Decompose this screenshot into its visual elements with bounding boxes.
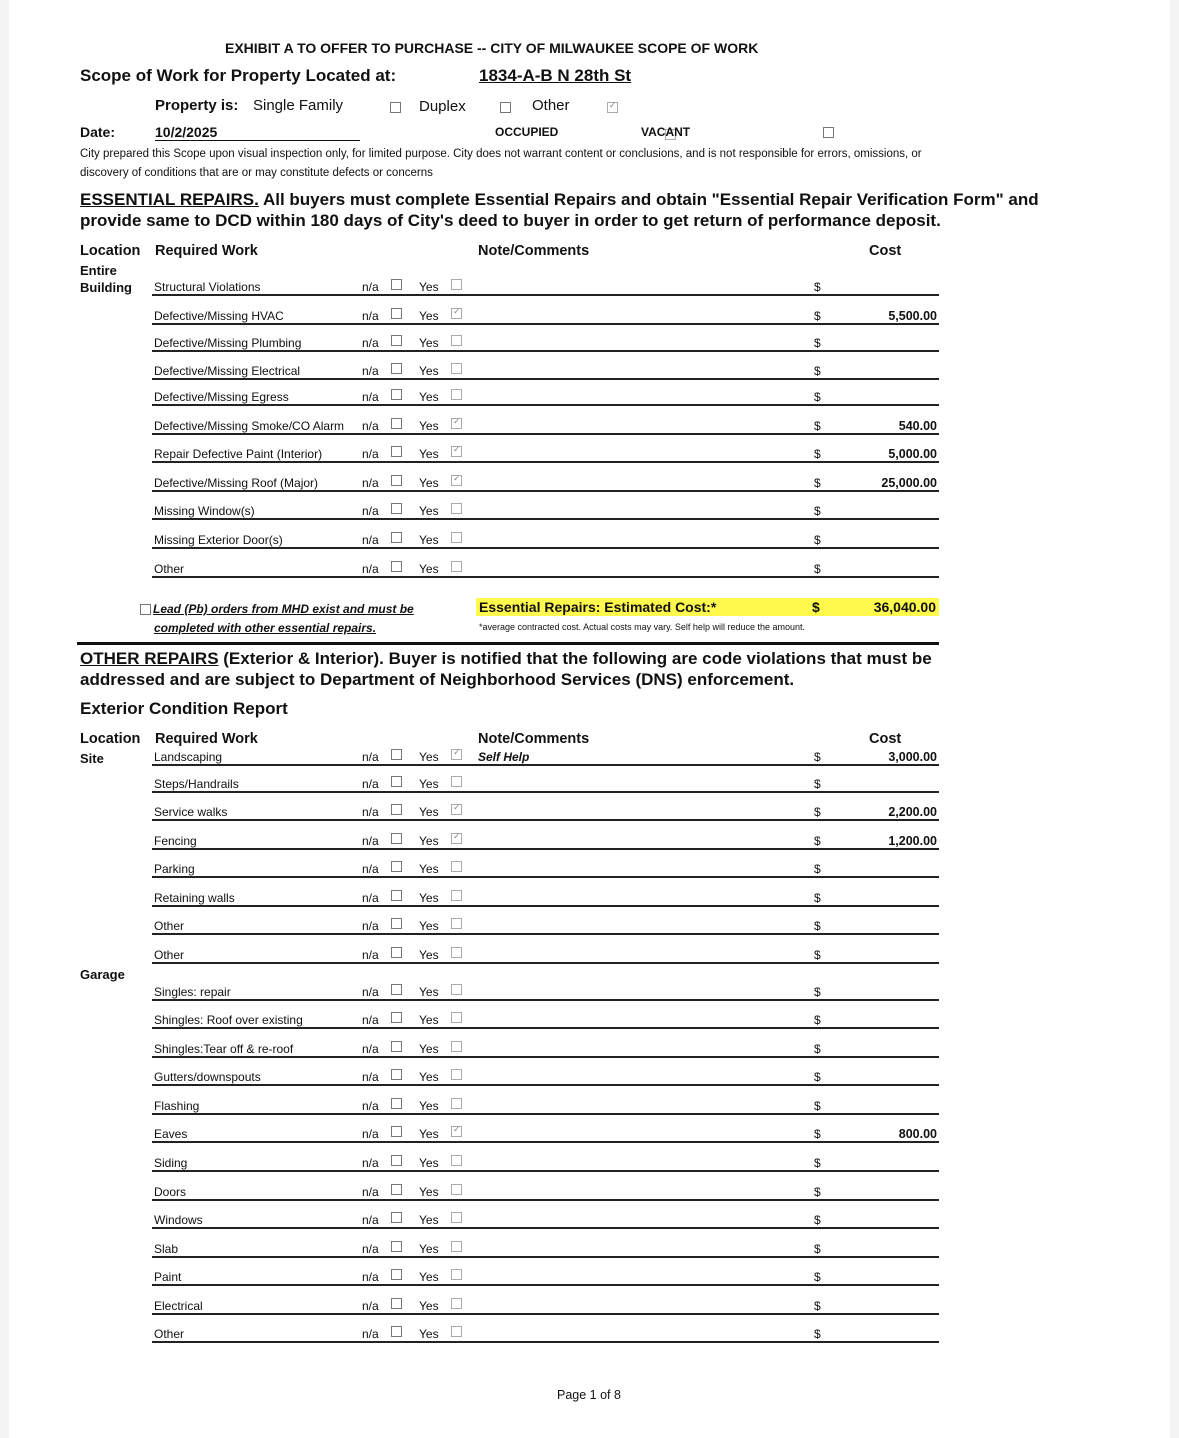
col-cost: Cost	[869, 243, 902, 259]
table-row	[152, 858, 939, 878]
na-label: n/a	[362, 1299, 379, 1313]
na-checkbox[interactable]	[391, 947, 402, 958]
na-label: n/a	[362, 750, 379, 764]
yes-checkbox[interactable]	[451, 363, 462, 374]
yes-checkbox[interactable]	[451, 1298, 462, 1309]
yes-label: Yes	[419, 891, 439, 905]
yes-label: Yes	[419, 364, 439, 378]
vacant-label: VACANT	[641, 125, 691, 139]
disclaimer-text: City prepared this Scope upon visual inspection only, for limited purpose. City does not warrant content or conclusions, and is not responsible for errors, omissions, or discovery of conditions that are or may constitute defects or concerns	[80, 148, 922, 179]
dollar-sign: $	[814, 1042, 821, 1056]
yes-checkbox[interactable]	[451, 503, 462, 514]
yes-label: Yes	[419, 1213, 439, 1227]
dollar-sign: $	[814, 336, 821, 350]
na-label: n/a	[362, 562, 379, 576]
yes-checkbox[interactable]	[451, 446, 462, 457]
yes-checkbox[interactable]	[451, 335, 462, 346]
na-label: n/a	[362, 1013, 379, 1027]
dollar-sign: $	[814, 309, 821, 323]
occupied-label: OCCUPIED	[495, 125, 559, 139]
cost-field[interactable]: 5,500.00	[888, 309, 937, 323]
cost-field[interactable]: 5,000.00	[888, 447, 937, 461]
dollar-sign: $	[814, 1099, 821, 1113]
required-work-label: Doors	[154, 1185, 187, 1199]
yes-checkbox[interactable]	[451, 776, 462, 787]
dollar-sign: $	[814, 919, 821, 933]
na-label: n/a	[362, 447, 379, 461]
na-checkbox[interactable]	[391, 418, 402, 429]
dollar-sign: $	[814, 533, 821, 547]
na-checkbox[interactable]	[391, 984, 402, 995]
yes-label: Yes	[419, 834, 439, 848]
required-work-label: Eaves	[154, 1127, 188, 1141]
required-work-label: Landscaping	[154, 750, 223, 764]
dollar-sign: $	[814, 777, 821, 791]
yes-label: Yes	[419, 1242, 439, 1256]
table-row	[152, 1123, 939, 1143]
dollar-sign: $	[814, 1185, 821, 1199]
na-checkbox[interactable]	[391, 335, 402, 346]
scope-label: Scope of Work for Property Located at:	[80, 66, 397, 85]
date-label: Date:	[80, 124, 116, 140]
required-work-label: Steps/Handrails	[154, 777, 239, 791]
required-work-label: Paint	[154, 1270, 182, 1284]
required-work-label: Siding	[154, 1156, 188, 1170]
other-repairs-instructions: (Exterior & Interior). Buyer is notified that the following are code violations that must be addressed and are subject to Department of Neighborhood Services (DNS) enforcement.	[80, 649, 932, 689]
table-row	[152, 915, 939, 935]
yes-label: Yes	[419, 1099, 439, 1113]
table-row	[152, 500, 939, 520]
yes-checkbox[interactable]	[451, 918, 462, 929]
dollar-sign: $	[814, 447, 821, 461]
yes-checkbox[interactable]	[451, 1269, 462, 1280]
required-work-label: Gutters/downspouts	[154, 1070, 261, 1084]
table-row	[152, 801, 939, 821]
na-label: n/a	[362, 1099, 379, 1113]
na-checkbox[interactable]	[391, 1298, 402, 1309]
yes-checkbox[interactable]	[451, 308, 462, 319]
na-checkbox[interactable]	[391, 446, 402, 457]
required-work-label: Retaining walls	[154, 891, 235, 905]
property-is-label: Property is:	[155, 97, 239, 114]
yes-label: Yes	[419, 476, 439, 490]
property-type-other-checkbox[interactable]	[607, 102, 618, 113]
yes-checkbox[interactable]	[451, 1126, 462, 1137]
yes-label: Yes	[419, 309, 439, 323]
required-work-label: Shingles: Roof over existing	[154, 1013, 303, 1027]
date-field[interactable]: 10/2/2025	[155, 124, 360, 141]
na-label: n/a	[362, 533, 379, 547]
na-label: n/a	[362, 504, 379, 518]
table-row	[152, 305, 939, 325]
na-label: n/a	[362, 419, 379, 433]
required-work-label: Defective/Missing Egress	[154, 390, 289, 404]
table-row	[152, 830, 939, 850]
na-label: n/a	[362, 1185, 379, 1199]
na-checkbox[interactable]	[391, 308, 402, 319]
required-work-label: Defective/Missing Smoke/CO Alarm	[154, 419, 345, 433]
required-work-label: Shingles:Tear off & re-roof	[154, 1042, 294, 1056]
dollar-sign: $	[814, 985, 821, 999]
dollar-sign: $	[814, 805, 821, 819]
na-label: n/a	[362, 1242, 379, 1256]
property-type-other-label: Other	[532, 97, 570, 114]
table-row	[152, 386, 939, 406]
essential-total-dollar: $	[812, 599, 820, 615]
property-address: 1834-A-B N 28th St	[479, 66, 632, 85]
table-row	[152, 472, 939, 492]
yes-label: Yes	[419, 447, 439, 461]
required-work-label: Other	[154, 1327, 185, 1341]
table-row	[152, 443, 939, 463]
table-row	[152, 1152, 939, 1172]
na-label: n/a	[362, 1156, 379, 1170]
ext-col-cost: Cost	[869, 731, 902, 747]
ext-col-required-work: Required Work	[155, 731, 258, 747]
section-divider	[77, 642, 939, 645]
dollar-sign: $	[814, 948, 821, 962]
yes-checkbox[interactable]	[451, 1184, 462, 1195]
na-label: n/a	[362, 1042, 379, 1056]
lead-line-2: completed with other essential repairs.	[154, 621, 377, 635]
dollar-sign: $	[814, 1070, 821, 1084]
na-label: n/a	[362, 948, 379, 962]
table-row	[152, 1038, 939, 1058]
required-work-label: Structural Violations	[154, 280, 261, 294]
table-row	[152, 1009, 939, 1029]
yes-label: Yes	[419, 1127, 439, 1141]
na-label: n/a	[362, 919, 379, 933]
required-work-label: Other	[154, 919, 185, 933]
table-row	[152, 1266, 939, 1286]
na-checkbox[interactable]	[391, 1126, 402, 1137]
location-garage: Garage	[80, 967, 125, 982]
yes-checkbox[interactable]	[451, 1326, 462, 1337]
yes-checkbox[interactable]	[451, 418, 462, 429]
na-checkbox[interactable]	[391, 1269, 402, 1280]
required-work-label: Slab	[154, 1242, 179, 1256]
other-repairs-heading	[80, 648, 940, 690]
na-label: n/a	[362, 1127, 379, 1141]
yes-checkbox[interactable]	[451, 1069, 462, 1080]
na-label: n/a	[362, 1070, 379, 1084]
location-building: Building	[80, 280, 132, 295]
property-type-single-family-label: Single Family	[253, 97, 344, 114]
dollar-sign: $	[814, 750, 821, 764]
yes-label: Yes	[419, 1270, 439, 1284]
essential-total-value: 36,040.00	[873, 599, 936, 615]
yes-checkbox[interactable]	[451, 1241, 462, 1252]
required-work-label: Missing Window(s)	[154, 504, 255, 518]
yes-label: Yes	[419, 1042, 439, 1056]
na-checkbox[interactable]	[391, 1098, 402, 1109]
na-label: n/a	[362, 834, 379, 848]
dollar-sign: $	[814, 1156, 821, 1170]
yes-label: Yes	[419, 1299, 439, 1313]
yes-label: Yes	[419, 1185, 439, 1199]
dollar-sign: $	[814, 504, 821, 518]
yes-label: Yes	[419, 1013, 439, 1027]
cost-field[interactable]: 3,000.00	[888, 750, 937, 764]
yes-label: Yes	[419, 777, 439, 791]
na-label: n/a	[362, 777, 379, 791]
yes-checkbox[interactable]	[451, 749, 462, 760]
na-label: n/a	[362, 1213, 379, 1227]
yes-label: Yes	[419, 280, 439, 294]
cost-field[interactable]: 800.00	[898, 1127, 937, 1141]
na-label: n/a	[362, 985, 379, 999]
na-checkbox[interactable]	[391, 503, 402, 514]
dollar-sign: $	[814, 390, 821, 404]
table-row	[152, 1181, 939, 1201]
essential-total-box	[476, 598, 939, 616]
yes-checkbox[interactable]	[451, 1098, 462, 1109]
required-work-label: Defective/Missing Roof (Major)	[154, 476, 319, 490]
yes-label: Yes	[419, 419, 439, 433]
na-label: n/a	[362, 390, 379, 404]
na-checkbox[interactable]	[391, 532, 402, 543]
na-checkbox[interactable]	[391, 861, 402, 872]
property-type-duplex-label: Duplex	[419, 98, 466, 115]
essential-total-label: Essential Repairs: Estimated Cost:*	[479, 599, 717, 615]
yes-label: Yes	[419, 948, 439, 962]
dollar-sign: $	[814, 280, 821, 294]
required-work-label: Fencing	[154, 834, 197, 848]
cost-field[interactable]: 540.00	[898, 419, 937, 433]
na-checkbox[interactable]	[391, 1012, 402, 1023]
dollar-sign: $	[814, 476, 821, 490]
vacant-checkbox[interactable]	[823, 127, 834, 138]
average-cost-note: *average contracted cost. Actual costs may vary. Self help will reduce the amount.	[479, 622, 805, 632]
other-repairs-title: OTHER REPAIRS	[80, 649, 219, 668]
dollar-sign: $	[814, 1013, 821, 1027]
yes-checkbox[interactable]	[451, 804, 462, 815]
yes-label: Yes	[419, 750, 439, 764]
table-row	[152, 1209, 939, 1229]
yes-label: Yes	[419, 919, 439, 933]
table-row	[152, 276, 939, 296]
table-row	[152, 746, 939, 766]
yes-checkbox[interactable]	[451, 475, 462, 486]
na-checkbox[interactable]	[391, 1184, 402, 1195]
na-checkbox[interactable]	[391, 561, 402, 572]
table-row	[152, 1295, 939, 1315]
required-work-label: Defective/Missing Plumbing	[154, 336, 302, 350]
yes-label: Yes	[419, 504, 439, 518]
page-number: Page 1 of 8	[557, 1388, 621, 1402]
na-checkbox[interactable]	[391, 363, 402, 374]
yes-label: Yes	[419, 1070, 439, 1084]
property-type-single-family-checkbox[interactable]	[390, 102, 401, 113]
table-row	[152, 1238, 939, 1258]
col-location: Location	[80, 243, 141, 259]
required-work-label: Parking	[154, 862, 195, 876]
essential-repairs-heading	[80, 189, 1040, 231]
yes-label: Yes	[419, 985, 439, 999]
na-label: n/a	[362, 280, 379, 294]
required-work-label: Electrical	[154, 1299, 203, 1313]
na-checkbox[interactable]	[391, 890, 402, 901]
na-checkbox[interactable]	[391, 833, 402, 844]
yes-checkbox[interactable]	[451, 279, 462, 290]
table-row	[152, 1323, 939, 1343]
yes-checkbox[interactable]	[451, 1012, 462, 1023]
cost-field[interactable]: 2,200.00	[888, 805, 937, 819]
na-checkbox[interactable]	[391, 1041, 402, 1052]
property-type-duplex-checkbox[interactable]	[500, 102, 511, 113]
dollar-sign: $	[814, 562, 821, 576]
yes-checkbox[interactable]	[451, 532, 462, 543]
na-label: n/a	[362, 309, 379, 323]
col-required-work: Required Work	[155, 243, 258, 259]
lead-orders-checkbox[interactable]	[140, 604, 151, 615]
location-entire: Entire	[80, 263, 117, 278]
col-notes: Note/Comments	[478, 243, 590, 259]
exhibit-title: EXHIBIT A TO OFFER TO PURCHASE -- CITY OF MILWAUKEE SCOPE OF WORK	[225, 40, 759, 56]
na-checkbox[interactable]	[391, 1326, 402, 1337]
table-row	[152, 332, 939, 352]
na-checkbox[interactable]	[391, 389, 402, 400]
dollar-sign: $	[814, 862, 821, 876]
yes-label: Yes	[419, 1156, 439, 1170]
na-checkbox[interactable]	[391, 776, 402, 787]
required-work-label: Repair Defective Paint (Interior)	[154, 447, 323, 461]
lead-line-1: Lead (Pb) orders from MHD exist and must be	[153, 602, 414, 616]
yes-checkbox[interactable]	[451, 389, 462, 400]
dollar-sign: $	[814, 891, 821, 905]
table-row	[152, 1066, 939, 1086]
na-label: n/a	[362, 891, 379, 905]
yes-label: Yes	[419, 533, 439, 547]
note-field[interactable]: Self Help	[478, 750, 530, 764]
yes-label: Yes	[419, 805, 439, 819]
dollar-sign: $	[814, 1270, 821, 1284]
dollar-sign: $	[814, 834, 821, 848]
yes-checkbox[interactable]	[451, 1041, 462, 1052]
na-label: n/a	[362, 1327, 379, 1341]
na-label: n/a	[362, 1270, 379, 1284]
yes-label: Yes	[419, 1327, 439, 1341]
dollar-sign: $	[814, 1242, 821, 1256]
dollar-sign: $	[814, 1213, 821, 1227]
table-row	[152, 558, 939, 578]
yes-label: Yes	[419, 336, 439, 350]
table-row	[152, 887, 939, 907]
na-label: n/a	[362, 862, 379, 876]
na-checkbox[interactable]	[391, 749, 402, 760]
table-row	[152, 944, 939, 964]
table-row	[152, 529, 939, 549]
table-row	[152, 1095, 939, 1115]
essential-repairs-instructions: All buyers must complete Essential Repairs and obtain "Essential Repair Verification Form" and provide same to DCD within 180 days of City's deed to buyer in order to get return of performance deposit.	[80, 190, 1039, 230]
na-label: n/a	[362, 805, 379, 819]
required-work-label: Defective/Missing Electrical	[154, 364, 301, 378]
yes-checkbox[interactable]	[451, 890, 462, 901]
na-checkbox[interactable]	[391, 1069, 402, 1080]
table-row	[152, 415, 939, 435]
yes-label: Yes	[419, 390, 439, 404]
required-work-label: Windows	[154, 1213, 203, 1227]
required-work-label: Missing Exterior Door(s)	[154, 533, 283, 547]
table-row	[152, 773, 939, 793]
dollar-sign: $	[814, 364, 821, 378]
yes-checkbox[interactable]	[451, 561, 462, 572]
document-page	[9, 0, 1170, 1438]
exterior-condition-title: Exterior Condition Report	[80, 699, 288, 718]
ext-col-location: Location	[80, 731, 141, 747]
na-checkbox[interactable]	[391, 475, 402, 486]
yes-checkbox[interactable]	[451, 984, 462, 995]
dollar-sign: $	[814, 1299, 821, 1313]
table-row	[152, 981, 939, 1001]
na-checkbox[interactable]	[391, 1241, 402, 1252]
na-checkbox[interactable]	[391, 804, 402, 815]
required-work-label: Other	[154, 948, 185, 962]
table-row	[152, 360, 939, 380]
location-site: Site	[80, 751, 104, 766]
yes-checkbox[interactable]	[451, 1212, 462, 1223]
essential-repairs-title: ESSENTIAL REPAIRS.	[80, 190, 259, 209]
dollar-sign: $	[814, 1327, 821, 1341]
required-work-label: Singles: repair	[154, 985, 231, 999]
required-work-label: Other	[154, 562, 185, 576]
dollar-sign: $	[814, 419, 821, 433]
required-work-label: Defective/Missing HVAC	[154, 309, 284, 323]
na-checkbox[interactable]	[391, 918, 402, 929]
dollar-sign: $	[814, 1127, 821, 1141]
yes-checkbox[interactable]	[451, 947, 462, 958]
ext-col-notes: Note/Comments	[478, 731, 590, 747]
na-label: n/a	[362, 364, 379, 378]
cost-field[interactable]: 1,200.00	[888, 834, 937, 848]
yes-label: Yes	[419, 562, 439, 576]
yes-label: Yes	[419, 862, 439, 876]
yes-checkbox[interactable]	[451, 1155, 462, 1166]
required-work-label: Flashing	[154, 1099, 200, 1113]
na-checkbox[interactable]	[391, 279, 402, 290]
yes-checkbox[interactable]	[451, 833, 462, 844]
na-checkbox[interactable]	[391, 1155, 402, 1166]
yes-checkbox[interactable]	[451, 861, 462, 872]
cost-field[interactable]: 25,000.00	[881, 476, 937, 490]
na-checkbox[interactable]	[391, 1212, 402, 1223]
na-label: n/a	[362, 476, 379, 490]
lead-orders-notice	[140, 600, 414, 638]
na-label: n/a	[362, 336, 379, 350]
required-work-label: Service walks	[154, 805, 228, 819]
